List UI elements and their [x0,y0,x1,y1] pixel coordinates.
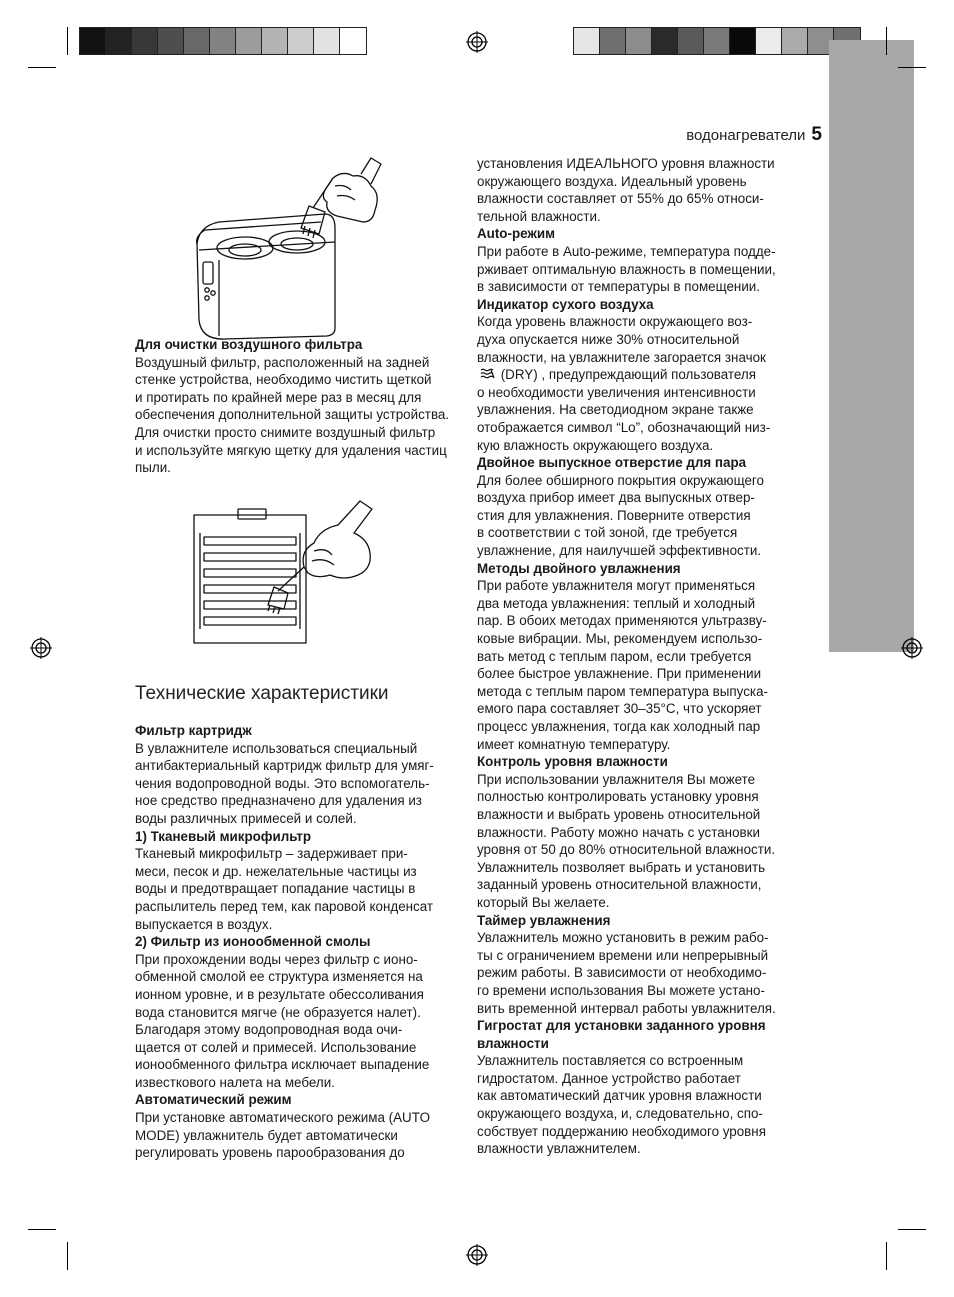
color-swatch [184,28,210,54]
text-line: который Вы желаете. [477,894,610,910]
hygrostat-heading: Гигростат для установки заданного уровня влажности [477,1018,766,1051]
control-heading: Контроль уровня влажности [477,754,668,770]
outlet-text [477,472,799,560]
text-line: в зависимости от температуры в помещении. [477,279,761,295]
color-swatch [730,28,756,54]
ion-filter-text [135,951,457,1092]
page-number: 5 [811,124,822,145]
text-line: При работе увлажнителя могут применяться [477,578,756,594]
color-swatch [678,28,704,54]
color-swatch [236,28,262,54]
text-line: окружающего воздуха. Идеальный уровень [477,173,747,189]
crop-mark [898,1229,926,1230]
methods-heading: Методы двойного увлажнения [477,560,681,576]
color-calibration-strip-right [573,27,861,55]
filter-text [135,740,457,828]
crop-mark [898,67,926,68]
specs-left-column [135,722,457,1162]
text-line: меси, песок и др. нежелательные частицы из [135,863,417,879]
text-line: кую влажность окружающего воздуха. [477,437,714,453]
text-line: Увлажнитель можно установить в режим рабо- [477,930,769,946]
text-line: выпускается в воздух. [135,916,273,932]
text-line: При использовании увлажнителя Вы можете [477,771,756,787]
text-line: стенке устройства, необходимо чистить щеткой [135,372,432,388]
text-line: вать метод с теплым паром, если требуется [477,648,752,664]
text-line: ионном уровне, и в результате обессоливания [135,986,424,1002]
methods-text [477,577,799,753]
air-filter-brush-illustration [192,495,392,645]
text-line: заданный уровень относительной влажности, [477,877,762,893]
text-line: воды различных примесей и солей. [135,810,357,826]
auto-mode-heading: Автоматический режим [135,1092,292,1108]
text-line: Благодаря этому водопроводная вода очи- [135,1022,403,1038]
text-line: чения водопроводной воды. Это вспомогатель- [135,775,430,791]
color-calibration-strip-left [79,27,367,55]
intro-text [477,155,799,225]
text-line: При установке автоматического режима (AUTO [135,1110,431,1126]
humidifier-cleaning-illustration [185,150,390,340]
crop-mark [67,27,68,55]
text-line: полностью контролировать установку уровня [477,789,759,805]
color-swatch [106,28,132,54]
text-line: обеспечения дополнительной защиты устройства. [135,407,450,423]
crop-mark [28,67,56,68]
cleaning-heading: Для очистки воздушного фильтра [135,337,363,352]
text-line: Увлажнитель позволяет выбрать и установить [477,859,766,875]
text-line: и протирать по крайней мере раз в месяц для [135,389,422,405]
dry-indicator-heading: Индикатор сухого воздуха [477,296,654,312]
text-line: Тканевый микрофильтр – задерживает при- [135,846,408,862]
color-swatch [652,28,678,54]
text-line: распылитель перед тем, как паровой конденсат [135,898,434,914]
right-column [477,155,799,1158]
text-line: емого пара составляет 30–35°C, что ускоряет [477,701,762,717]
text-line: влажности увлажнителем. [477,1141,641,1157]
text-line: в соответствии с той зоной, где требуется [477,525,738,541]
color-swatch [158,28,184,54]
text-line: воды и предотвращает попадание частицы в [135,881,416,897]
text-line: собствует поддержанию необходимого уровня [477,1123,766,1139]
text-line: и используйте мягкую щетку для удаления частиц [135,442,447,458]
text-line: стия для увлажнения. Поверните отверстия [477,507,751,523]
crop-mark [886,27,887,55]
microfilter-heading: 1) Тканевый микрофильтр [135,828,312,844]
text-line: ты с ограничением времени или непрерывный [477,947,769,963]
text-line: рживает оптимальную влажность в помещении, [477,261,776,277]
color-swatch [210,28,236,54]
text-line: духа опускается ниже 30% относительной [477,331,740,347]
color-swatch [80,28,106,54]
color-swatch [340,28,366,54]
text-line: два метода увлажнения: теплый и холодный [477,595,756,611]
text-line: антибактериальный картридж фильтр для умяг- [135,758,434,774]
text-line: имеет комнатную температуру. [477,736,671,752]
color-swatch [288,28,314,54]
text-line: увлажнения. На светодиодном экране также [477,402,754,418]
text-line: о необходимости увеличения интенсивности [477,384,756,400]
timer-heading: Таймер увлажнения [477,912,611,928]
crop-mark [886,1242,887,1270]
specs-section-title: Технические характеристики [135,683,389,704]
cleaning-text [135,354,457,477]
text-line: влажности, на увлажнителе загорается значок [477,349,766,365]
text-line: влажности составляет от 55% до 65% относи- [477,191,764,207]
text-line: ионообменного фильтра исключает выпадение [135,1057,430,1073]
text-line: При прохождении воды через фильтр с ионо- [135,951,418,967]
color-swatch [262,28,288,54]
text-line: влажности. Работу можно начать с установки [477,824,760,840]
text-line: процесс увлажнения, тогда как холодный пар [477,719,761,734]
text-line: более быстрое увлажнение. При применении [477,666,762,682]
text-line: гидростатом. Данное устройство работает [477,1070,741,1086]
auto-mode-text [135,1109,457,1162]
text-line: ковые вибрации. Мы, рекомендуем использо- [477,631,763,647]
registration-mark-icon [30,637,52,659]
timer-text [477,929,799,1017]
text-line: Когда уровень влажности окружающего воз- [477,314,753,330]
text-line: ное средство предназначено для удаления из [135,793,422,809]
dry-icon-line-text: (DRY) , предупреждающий пользователя [497,367,756,383]
text-line: тельной влажности. [477,208,601,224]
microfilter-text [135,845,457,933]
text-line: установления ИДЕАЛЬНОГО уровня влажности [477,156,775,171]
text-line: как автоматический датчик уровня влажности [477,1088,762,1104]
hygrostat-text [477,1052,799,1158]
text-line: пар. В обоих методах применяются ультразву- [477,613,767,629]
cleaning-section [135,336,457,477]
text-line: известкового налета на мебели. [135,1074,335,1090]
section-name: водонагреватели [686,127,806,144]
crop-mark [28,1229,56,1230]
text-line: го времени использования Вы можете устано- [477,982,765,998]
crop-mark [67,1242,68,1270]
ion-filter-heading: 2) Фильтр из ионообменной смолы [135,934,371,950]
text-line: отображается символ “Lo”, обозначающий низ- [477,419,771,435]
color-swatch [756,28,782,54]
registration-mark-icon [466,31,488,53]
color-swatch [574,28,600,54]
text-line: Для более обширного покрытия окружающего [477,472,764,488]
text-line: уровня от 50 до 80% относительной влажности. [477,842,776,858]
text-line: увлажнение, для наилучшей эффективности. [477,543,762,559]
text-line: При работе в Auto-режиме, температура подде- [477,243,776,259]
color-swatch [132,28,158,54]
text-line: В увлажнителе использоваться специальный [135,740,418,756]
filter-heading: Фильтр картридж [135,723,252,738]
text-line: вода становится мягче (не образуется налет). [135,1004,421,1020]
text-line: влажности и выбрать уровень относительной [477,806,761,822]
text-line: регулировать уровень парообразования до [135,1145,405,1161]
color-swatch [704,28,730,54]
text-line: окружающего воздуха, и, следовательно, спо- [477,1106,763,1122]
auto-regime-text [477,243,799,296]
outlet-heading: Двойное выпускное отверстие для пара [477,455,747,471]
text-line: MODE) увлажнитель будет автоматически [135,1127,398,1143]
dry-icon-line [477,366,799,384]
page-header [686,124,822,146]
text-line: режим работы. В зависимости от необходимо- [477,965,767,981]
color-swatch [626,28,652,54]
text-line: вить временной интервал работы увлажнителя. [477,1000,776,1016]
dry-wavy-lines-icon [479,368,497,380]
text-line: щается от солей и примесей. Использование [135,1039,417,1055]
text-line: Для очистки просто снимите воздушный фильтр [135,424,436,440]
color-swatch [782,28,808,54]
control-text [477,771,799,912]
text-line: метода с теплым паром температура выпуска- [477,683,768,699]
color-swatch [314,28,340,54]
text-line: пыли. [135,460,171,476]
dry-indicator-text [477,313,799,454]
chapter-tab [829,40,914,652]
registration-mark-icon [901,637,923,659]
text-line: Воздушный фильтр, расположенный на задней [135,354,430,370]
auto-regime-heading: Auto-режим [477,226,556,242]
registration-mark-icon [466,1244,488,1266]
text-line: воздуха прибор имеет два выпускных отвер- [477,490,755,506]
text-line: обменной смолой ее структура изменяется на [135,969,423,985]
text-line: Увлажнитель поставляется со встроенным [477,1053,744,1069]
color-swatch [600,28,626,54]
